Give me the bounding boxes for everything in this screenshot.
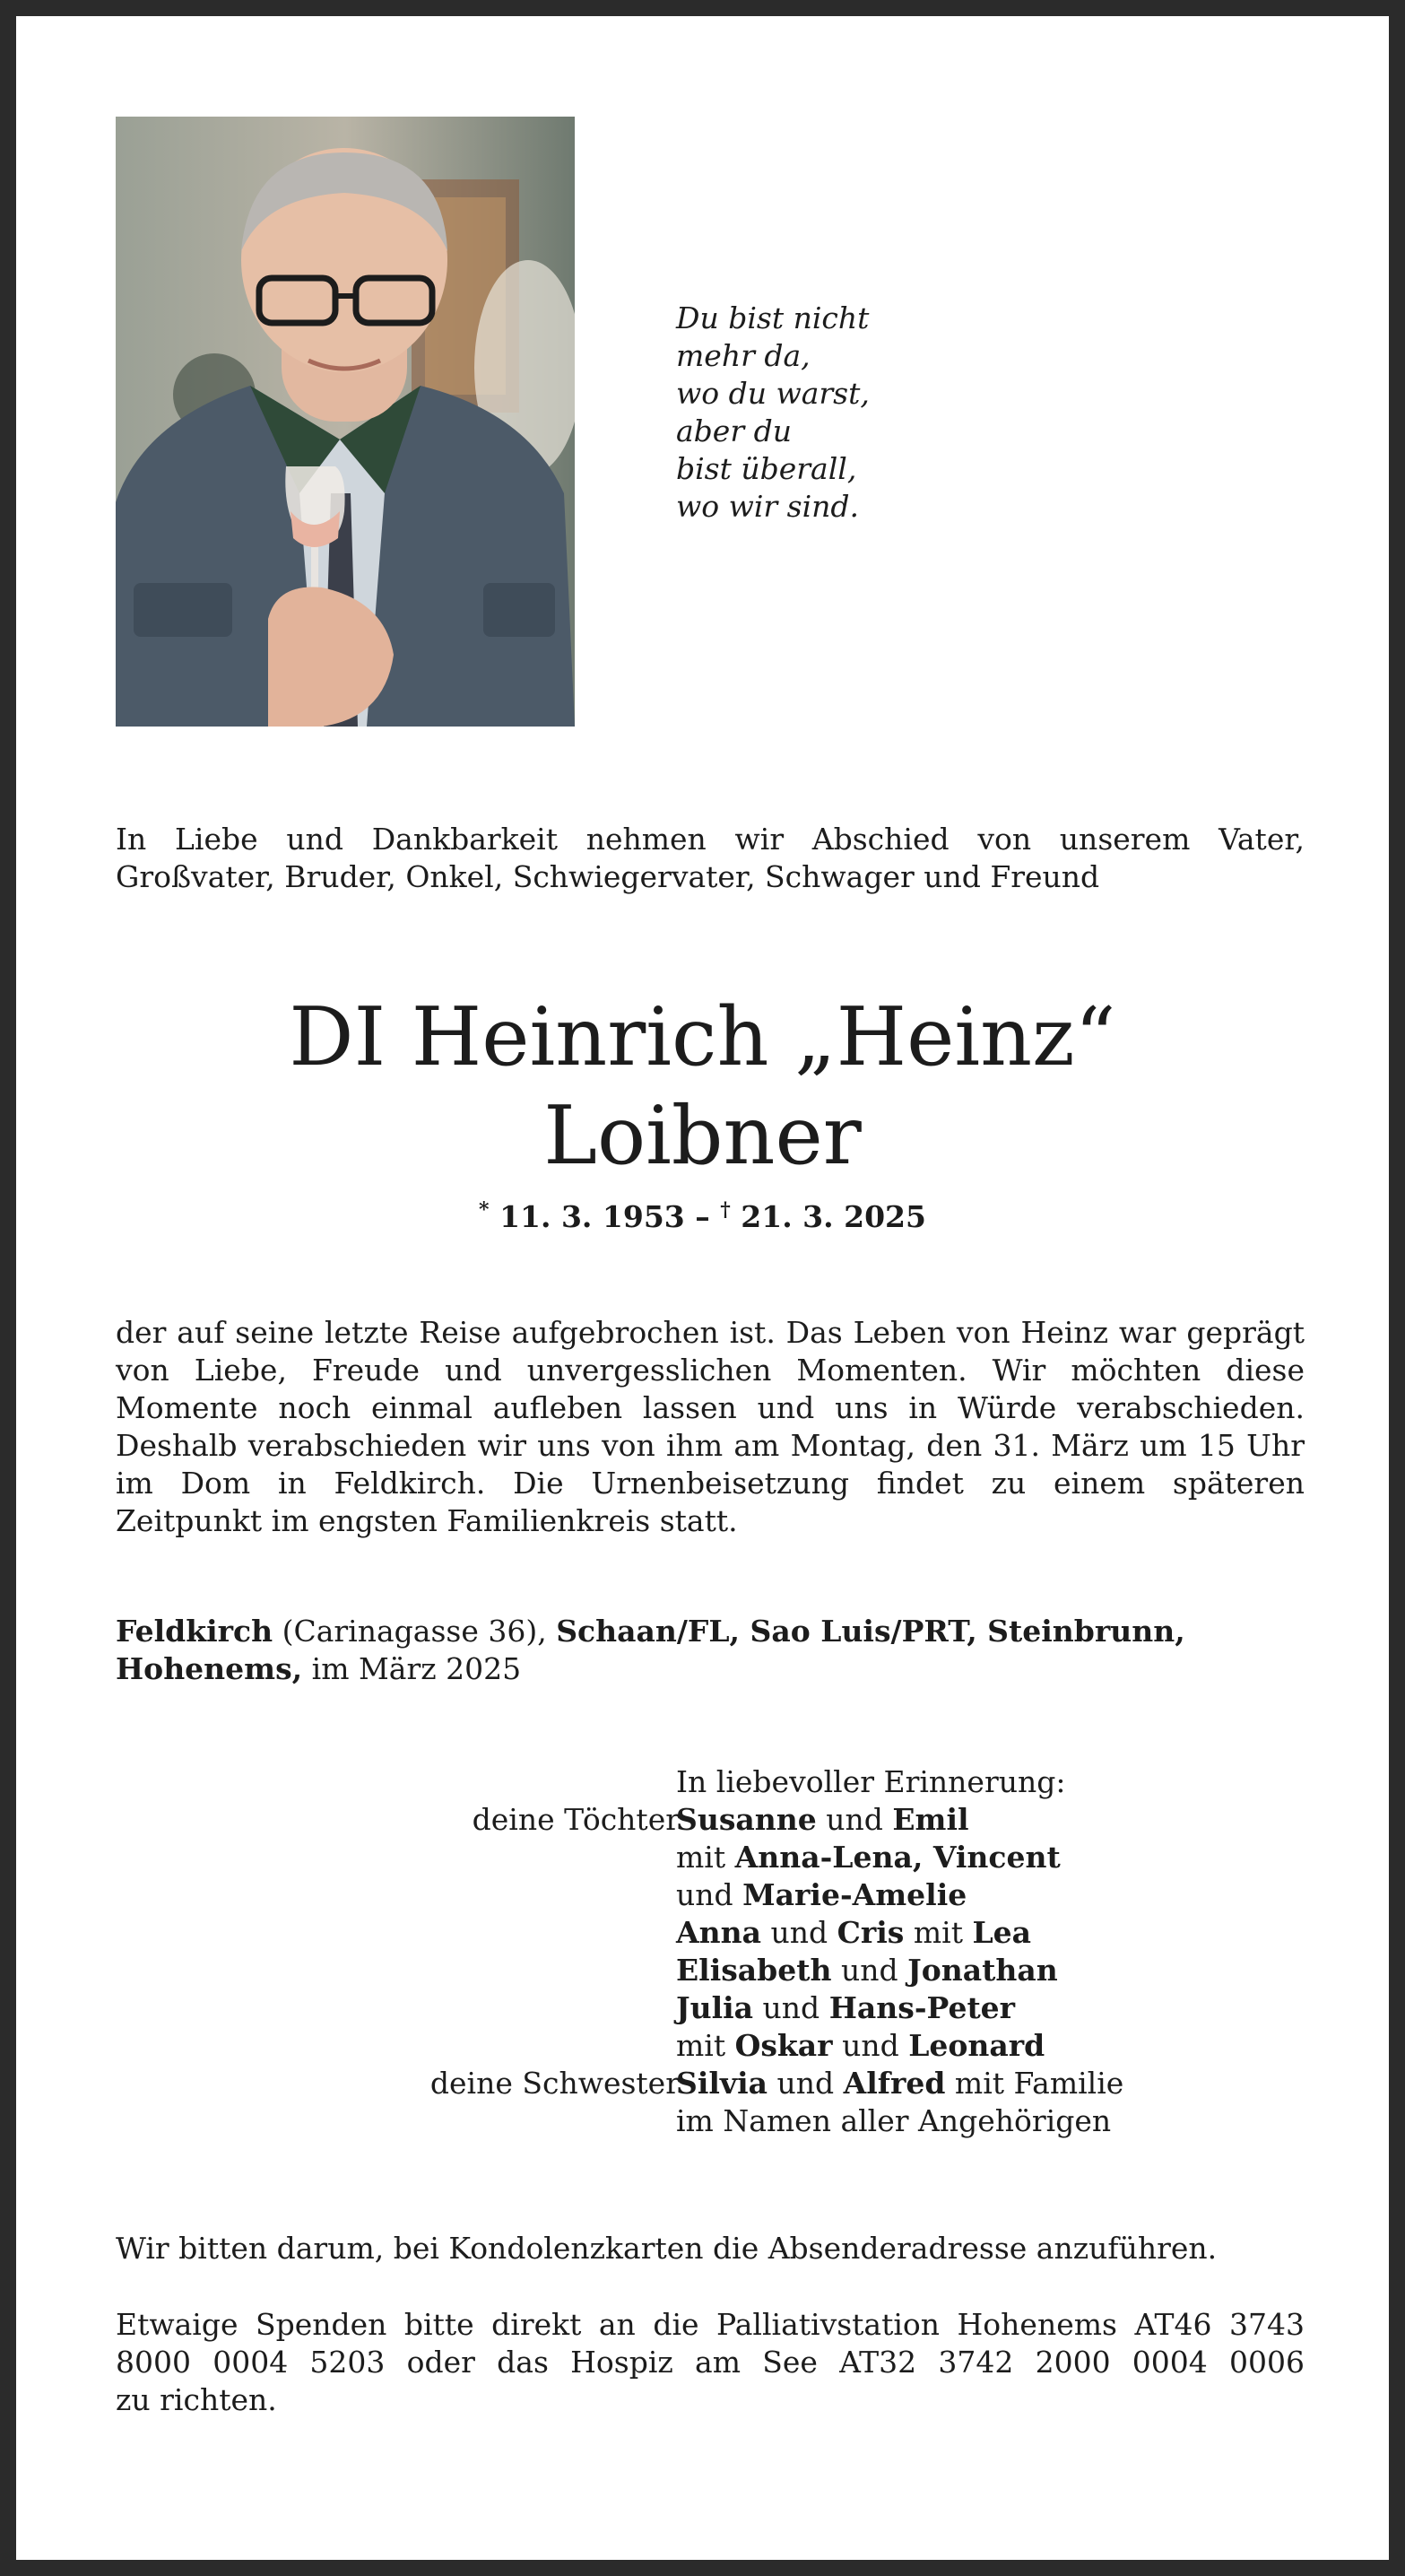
condolence-request — [116, 2230, 1305, 2267]
poem-line: bist überall, — [676, 451, 857, 486]
mourner-text: und — [676, 1877, 743, 1912]
mourner-text: mit — [904, 1915, 973, 1950]
daughters-label: deine Töchter — [472, 1802, 680, 1837]
mourner-text: mit Familie — [945, 2066, 1124, 2101]
mourner-text: im Namen aller Angehörigen — [676, 2103, 1112, 2138]
donation-line: 8000 0004 5203 oder das Hospiz am See AT32 3742 2000 0004 0006 — [116, 2345, 1305, 2380]
mourner-line — [676, 2065, 1123, 2102]
mourner-name: Susanne — [676, 1802, 817, 1837]
mourner-text: und — [832, 2028, 909, 2063]
life-dates — [16, 1191, 1389, 1236]
obituary-card — [16, 16, 1389, 2560]
mourner-name: Lea — [972, 1915, 1032, 1950]
request-line: Wir bitten darum, bei Kondolenzkarten die Absenderadresse anzuführen. — [116, 2231, 1218, 2266]
body-line: im Dom in Feldkirch. Die Urnenbeisetzung findet zu einem späteren — [116, 1466, 1305, 1501]
mourner-line — [676, 1876, 967, 1914]
death-date: 21. 3. 2025 — [741, 1199, 926, 1234]
body-line: von Liebe, Freude und unvergesslichen Momenten. Wir möchten diese — [116, 1353, 1305, 1388]
intro-line: Großvater, Bruder, Onkel, Schwiegervater, Schwager und Freund — [116, 859, 1100, 894]
mourner-line — [676, 2027, 1045, 2065]
donation-paragraph — [116, 2306, 1305, 2419]
mourners-header: In liebevoller Erinnerung: — [676, 1764, 1066, 1799]
poem-line: mehr da, — [676, 338, 811, 373]
mourner-line — [676, 1989, 1015, 2027]
body-line: Deshalb verabschieden wir uns von ihm am Montag, den 31. März um 15 Uhr — [116, 1428, 1305, 1463]
place-hohenems: Hohenems, — [116, 1651, 303, 1686]
place-and-date — [116, 1613, 1185, 1688]
body-line: Zeitpunkt im engsten Familienkreis statt. — [116, 1503, 738, 1538]
sister-label: deine Schwester — [429, 2066, 680, 2101]
donation-line: zu richten. — [116, 2382, 277, 2417]
mourner-name: Oskar — [734, 2028, 833, 2063]
mourner-text: mit — [676, 1840, 735, 1875]
mourner-text: mit — [676, 2028, 735, 2063]
place-others: Schaan/FL, Sao Luis/PRT, Steinbrunn, — [556, 1614, 1185, 1649]
mourner-name: Alfred — [843, 2066, 946, 2101]
mourner-name: Marie-Amelie — [742, 1877, 967, 1912]
mourner-text: und — [816, 1802, 893, 1837]
mourner-name: Leonard — [908, 2028, 1045, 2063]
mourner-text: und — [753, 1990, 829, 2025]
mourner-line — [676, 1839, 1061, 1876]
deceased-name-line2: Loibner — [543, 1089, 862, 1183]
donation-line: Etwaige Spenden bitte direkt an die Palliativstation Hohenems AT46 3743 — [116, 2307, 1305, 2342]
funeral-paragraph — [116, 1314, 1305, 1540]
mourner-text: und — [831, 1953, 908, 1988]
death-symbol: † — [720, 1198, 731, 1222]
mourner-name: Silvia — [676, 2066, 768, 2101]
mourner-line — [676, 2102, 1111, 2140]
poem-line: wo du warst, — [676, 376, 870, 411]
intro-paragraph — [116, 821, 1305, 896]
birth-date: 11. 3. 1953 — [499, 1199, 685, 1234]
intro-line: In Liebe und Dankbarkeit nehmen wir Abschied von unserem Vater, — [116, 822, 1305, 857]
portrait-image — [116, 117, 575, 727]
mourner-line — [676, 1801, 969, 1839]
date-dash: – — [695, 1199, 710, 1234]
mourner-name: Hans-Peter — [828, 1990, 1016, 2025]
body-line: Momente noch einmal aufleben lassen und uns in Würde verabschieden. — [116, 1390, 1305, 1425]
mourner-text: und — [760, 1915, 837, 1950]
mourner-line — [676, 1914, 1031, 1952]
body-line: der auf seine letzte Reise aufgebrochen ist. Das Leben von Heinz war geprägt — [116, 1315, 1305, 1350]
place-date: im März 2025 — [302, 1651, 522, 1686]
poem-line: wo wir sind. — [676, 489, 860, 524]
mourner-name: Anna-Lena, Vincent — [734, 1840, 1061, 1875]
poem-line: Du bist nicht — [676, 300, 870, 335]
place-feldkirch: Feldkirch — [116, 1614, 273, 1649]
mourner-name: Elisabeth — [676, 1953, 832, 1988]
mourner-name: Cris — [837, 1915, 905, 1950]
mourner-name: Anna — [676, 1915, 761, 1950]
mourner-name: Jonathan — [907, 1953, 1058, 1988]
deceased-name-line1: DI Heinrich „Heinz“ — [289, 990, 1116, 1084]
place-address: (Carinagasse 36), — [273, 1614, 557, 1649]
mourner-line — [676, 1952, 1058, 1989]
portrait-photo — [116, 117, 575, 727]
poem-line: aber du — [676, 413, 792, 448]
memorial-poem — [676, 300, 870, 526]
mourner-name: Emil — [892, 1802, 969, 1837]
mourner-text: und — [768, 2066, 844, 2101]
mourner-name: Julia — [676, 1990, 754, 2025]
birth-symbol: * — [479, 1198, 490, 1222]
